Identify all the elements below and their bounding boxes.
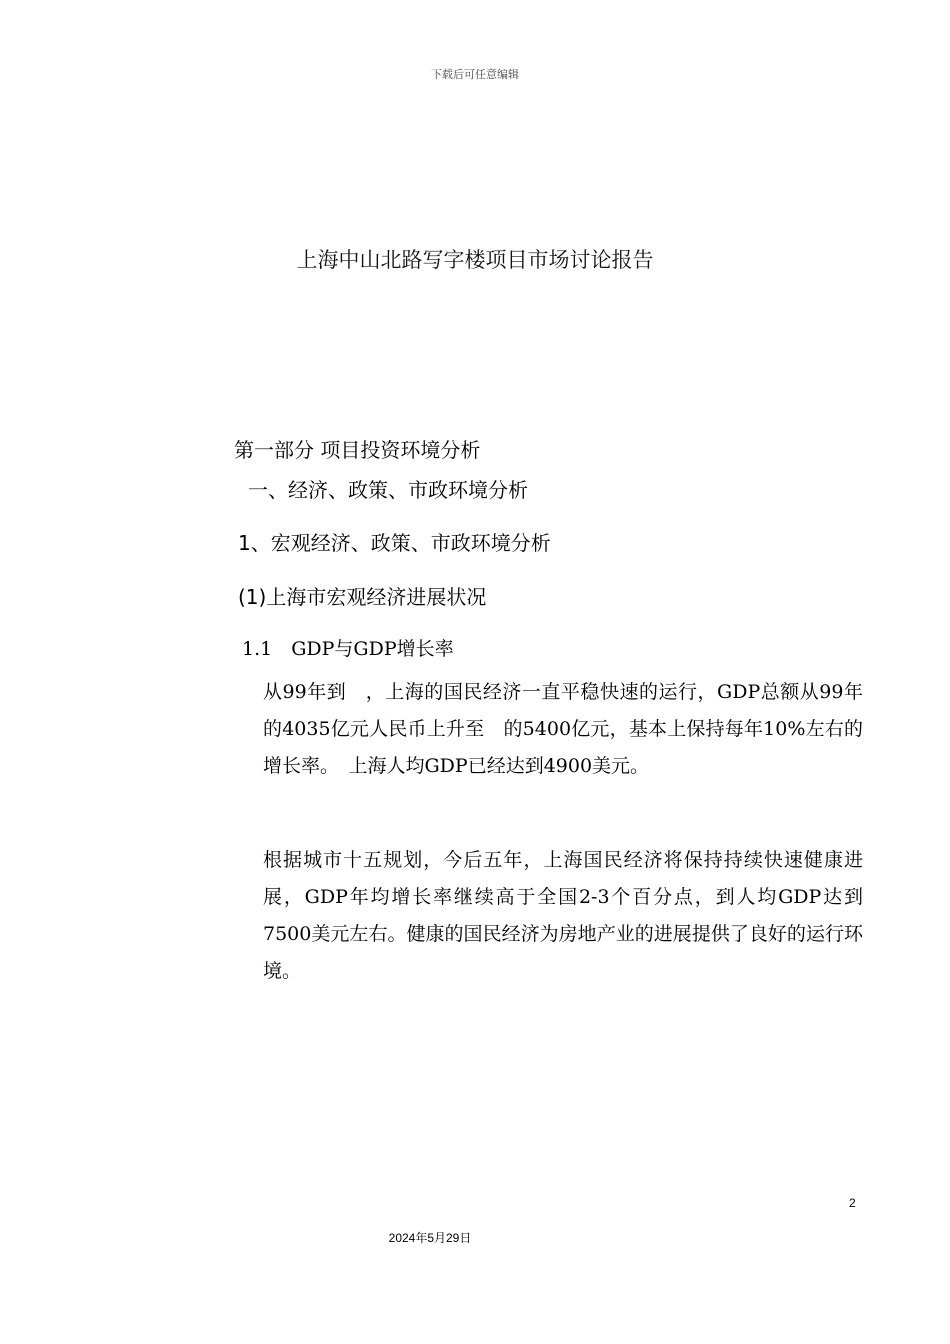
heading-level-3: (1)上海市宏观经济进展状况	[238, 585, 487, 609]
heading-level-4: 1.1 GDP与GDP增长率	[242, 638, 454, 660]
footer-date: 2024年5月29日	[388, 1231, 472, 1245]
header-note: 下载后可任意编辑	[431, 68, 519, 81]
document-title: 上海中山北路写字楼项目市场讨论报告	[296, 248, 654, 272]
heading-level-1: 一、经济、政策、市政环境分析	[248, 478, 528, 502]
heading-part: 第一部分 项目投资环境分析	[234, 438, 481, 462]
heading-level-2: 1、宏观经济、政策、市政环境分析	[238, 531, 551, 555]
paragraph-gdp-history: 从99年到 ，上海的国民经济一直平稳快速的运行，GDP总额从99年的4035亿元人民币上升至 的5400亿元，基本上保持每年10%左右的增长率。 上海人均GDP已经达到4900美元。	[263, 681, 863, 777]
paragraph-gdp-plan: 根据城市十五规划，今后五年，上海国民经济将保持持续快速健康进展，GDP年均增长率继续高于全国2-3个百分点，到人均GDP达到7500美元左右。健康的国民经济为房地产业的进展提供了良好的运行环境。	[263, 849, 863, 982]
page-number: 2	[849, 1196, 856, 1210]
